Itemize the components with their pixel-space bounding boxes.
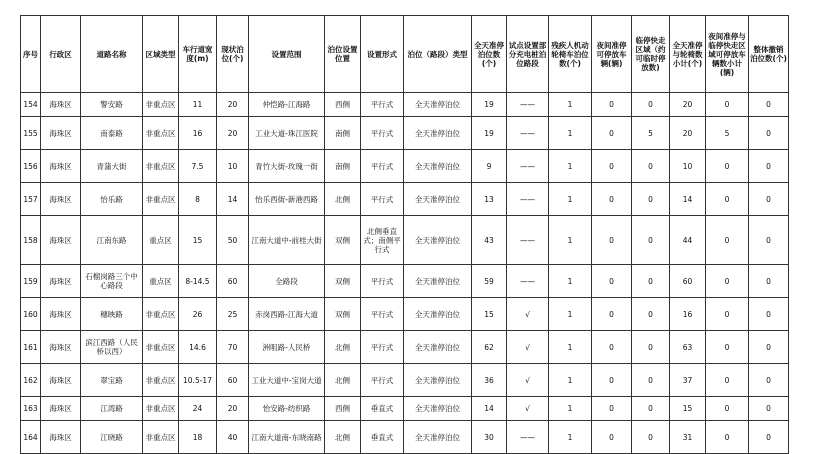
cell-lane-width: 18: [179, 421, 217, 454]
cell-position: 北侧: [325, 183, 361, 216]
cell-form: 平行式: [361, 298, 404, 331]
cell-berth-type: 全天准停泊位: [404, 117, 472, 150]
cell-form: 平行式: [361, 93, 404, 117]
cell-quick-stop-count: 0: [632, 364, 670, 397]
cell-form: 平行式: [361, 265, 404, 298]
cell-revoked-count: 0: [749, 421, 789, 454]
cell-night-count: 0: [592, 150, 632, 183]
header-lane-width: 车行道宽度(m): [179, 16, 217, 93]
cell-subtotal-allday: 60: [670, 265, 706, 298]
cell-range: 工业大道中-宝岗大道: [249, 364, 325, 397]
cell-lane-width: 16: [179, 117, 217, 150]
cell-position: 南侧: [325, 117, 361, 150]
cell-wheelchair-count: 1: [549, 216, 592, 265]
cell-night-count: 0: [592, 331, 632, 364]
cell-range: 赤岗西路-江海大道: [249, 298, 325, 331]
cell-revoked-count: 0: [749, 93, 789, 117]
cell-range: 怡安路-纺织路: [249, 397, 325, 421]
cell-seq: 162: [21, 364, 41, 397]
cell-seq: 163: [21, 397, 41, 421]
cell-district: 海珠区: [41, 331, 81, 364]
cell-quick-stop-count: 0: [632, 216, 670, 265]
cell-road-name: 青蒲大街: [81, 150, 143, 183]
cell-quick-stop-count: 5: [632, 117, 670, 150]
cell-range: 全路段: [249, 265, 325, 298]
cell-subtotal-night: 0: [706, 183, 749, 216]
cell-range: 江南大道南-东晓南路: [249, 421, 325, 454]
cell-subtotal-night: 0: [706, 216, 749, 265]
cell-quick-stop-count: 0: [632, 150, 670, 183]
cell-zone-type: 非重点区: [143, 150, 179, 183]
cell-berth-type: 全天准停泊位: [404, 298, 472, 331]
header-district: 行政区: [41, 16, 81, 93]
cell-position: 双侧: [325, 298, 361, 331]
cell-allday-count: 14: [472, 397, 507, 421]
cell-wheelchair-count: 1: [549, 397, 592, 421]
cell-revoked-count: 0: [749, 397, 789, 421]
cell-form: 平行式: [361, 364, 404, 397]
cell-district: 海珠区: [41, 421, 81, 454]
table-row: [21, 421, 789, 454]
table-row: [21, 364, 789, 397]
cell-road-name: 穗映路: [81, 298, 143, 331]
cell-quick-stop-count: 0: [632, 397, 670, 421]
cell-position: 北侧: [325, 331, 361, 364]
cell-seq: 154: [21, 93, 41, 117]
cell-range: 仲恺路-江海路: [249, 93, 325, 117]
cell-district: 海珠区: [41, 93, 81, 117]
cell-seq: 161: [21, 331, 41, 364]
header-subtotal-allday: 全天准停与轮椅数小计(个): [670, 16, 706, 93]
cell-seq: 156: [21, 150, 41, 183]
cell-quick-stop-count: 0: [632, 265, 670, 298]
cell-lane-width: 14.6: [179, 331, 217, 364]
cell-charging-pilot: √: [507, 298, 549, 331]
cell-district: 海珠区: [41, 265, 81, 298]
cell-lane-width: 26: [179, 298, 217, 331]
cell-subtotal-allday: 20: [670, 117, 706, 150]
table-header-row: [21, 16, 789, 93]
cell-current-berths: 60: [217, 265, 249, 298]
cell-berth-type: 全天准停泊位: [404, 421, 472, 454]
cell-charging-pilot: ——: [507, 183, 549, 216]
header-form: 设置形式: [361, 16, 404, 93]
cell-charging-pilot: ——: [507, 421, 549, 454]
header-position: 泊位设置位置: [325, 16, 361, 93]
cell-form: 平行式: [361, 331, 404, 364]
cell-zone-type: 非重点区: [143, 117, 179, 150]
cell-subtotal-allday: 31: [670, 421, 706, 454]
cell-wheelchair-count: 1: [549, 265, 592, 298]
cell-subtotal-night: 0: [706, 150, 749, 183]
cell-district: 海珠区: [41, 216, 81, 265]
cell-zone-type: 非重点区: [143, 421, 179, 454]
cell-revoked-count: 0: [749, 331, 789, 364]
cell-lane-width: 7.5: [179, 150, 217, 183]
cell-district: 海珠区: [41, 364, 81, 397]
cell-quick-stop-count: 0: [632, 183, 670, 216]
cell-revoked-count: 0: [749, 216, 789, 265]
cell-revoked-count: 0: [749, 364, 789, 397]
cell-berth-type: 全天准停泊位: [404, 93, 472, 117]
header-quick-stop-count: 临停快走区域（约可临时停放数): [632, 16, 670, 93]
cell-current-berths: 40: [217, 421, 249, 454]
cell-subtotal-night: 0: [706, 265, 749, 298]
cell-charging-pilot: ——: [507, 265, 549, 298]
cell-wheelchair-count: 1: [549, 93, 592, 117]
cell-revoked-count: 0: [749, 117, 789, 150]
cell-allday-count: 43: [472, 216, 507, 265]
header-charging-pilot: 试点设置部分充电桩泊位路段: [507, 16, 549, 93]
cell-berth-type: 全天准停泊位: [404, 397, 472, 421]
cell-lane-width: 8: [179, 183, 217, 216]
cell-subtotal-allday: 37: [670, 364, 706, 397]
cell-form: 平行式: [361, 150, 404, 183]
cell-lane-width: 10.5-17: [179, 364, 217, 397]
cell-night-count: 0: [592, 183, 632, 216]
cell-current-berths: 25: [217, 298, 249, 331]
table-row: [21, 183, 789, 216]
cell-subtotal-night: 0: [706, 93, 749, 117]
cell-road-name: 江南东路: [81, 216, 143, 265]
cell-seq: 155: [21, 117, 41, 150]
cell-zone-type: 非重点区: [143, 331, 179, 364]
cell-seq: 158: [21, 216, 41, 265]
parking-berth-table: [20, 15, 789, 454]
cell-zone-type: 非重点区: [143, 364, 179, 397]
cell-night-count: 0: [592, 117, 632, 150]
cell-road-name: 石榴岗路三个中心路段: [81, 265, 143, 298]
cell-position: 南侧: [325, 150, 361, 183]
cell-allday-count: 19: [472, 117, 507, 150]
table-body: [21, 93, 789, 454]
cell-road-name: 南泰路: [81, 117, 143, 150]
header-subtotal-night: 夜间准停与临停快走区域可停放车辆数小计(辆): [706, 16, 749, 93]
cell-lane-width: 11: [179, 93, 217, 117]
cell-allday-count: 36: [472, 364, 507, 397]
cell-seq: 160: [21, 298, 41, 331]
header-berth-type: 泊位（路段）类型: [404, 16, 472, 93]
cell-zone-type: 非重点区: [143, 183, 179, 216]
cell-current-berths: 10: [217, 150, 249, 183]
header-current-berths: 现状泊位(个): [217, 16, 249, 93]
cell-range: 青竹大街-玫瑰一街: [249, 150, 325, 183]
cell-subtotal-night: 0: [706, 421, 749, 454]
header-allday-count: 全天准停泊位数(个): [472, 16, 507, 93]
cell-seq: 159: [21, 265, 41, 298]
cell-zone-type: 重点区: [143, 265, 179, 298]
cell-quick-stop-count: 0: [632, 331, 670, 364]
cell-form: 平行式: [361, 183, 404, 216]
cell-lane-width: 24: [179, 397, 217, 421]
cell-berth-type: 全天准停泊位: [404, 183, 472, 216]
cell-form: 垂直式: [361, 421, 404, 454]
cell-berth-type: 全天准停泊位: [404, 216, 472, 265]
cell-subtotal-night: 0: [706, 331, 749, 364]
cell-quick-stop-count: 0: [632, 93, 670, 117]
cell-subtotal-allday: 44: [670, 216, 706, 265]
cell-road-name: 滨江西路（人民桥以西）: [81, 331, 143, 364]
cell-berth-type: 全天准停泊位: [404, 150, 472, 183]
cell-road-name: 怡乐路: [81, 183, 143, 216]
cell-road-name: 翠宝路: [81, 364, 143, 397]
cell-night-count: 0: [592, 93, 632, 117]
cell-district: 海珠区: [41, 150, 81, 183]
table-row: [21, 150, 789, 183]
cell-night-count: 0: [592, 216, 632, 265]
cell-subtotal-allday: 16: [670, 298, 706, 331]
cell-district: 海珠区: [41, 298, 81, 331]
cell-wheelchair-count: 1: [549, 421, 592, 454]
cell-revoked-count: 0: [749, 150, 789, 183]
cell-road-name: 警安路: [81, 93, 143, 117]
cell-district: 海珠区: [41, 397, 81, 421]
cell-current-berths: 50: [217, 216, 249, 265]
cell-quick-stop-count: 0: [632, 421, 670, 454]
header-revoked-count: 整体撤销泊位数(个): [749, 16, 789, 93]
cell-range: 怡乐西街-新港西路: [249, 183, 325, 216]
cell-allday-count: 19: [472, 93, 507, 117]
cell-zone-type: 非重点区: [143, 93, 179, 117]
header-night-count: 夜间准停可停放车辆(辆): [592, 16, 632, 93]
cell-current-berths: 60: [217, 364, 249, 397]
cell-charging-pilot: ——: [507, 216, 549, 265]
cell-district: 海珠区: [41, 117, 81, 150]
cell-seq: 164: [21, 421, 41, 454]
cell-night-count: 0: [592, 265, 632, 298]
cell-subtotal-allday: 20: [670, 93, 706, 117]
cell-charging-pilot: ——: [507, 150, 549, 183]
table-row: [21, 93, 789, 117]
cell-range: 洲咀路-人民桥: [249, 331, 325, 364]
cell-charging-pilot: √: [507, 364, 549, 397]
cell-form: 垂直式: [361, 397, 404, 421]
cell-allday-count: 30: [472, 421, 507, 454]
header-range: 设置范围: [249, 16, 325, 93]
cell-subtotal-allday: 15: [670, 397, 706, 421]
cell-range: 工业大道-珠江医院: [249, 117, 325, 150]
cell-subtotal-allday: 63: [670, 331, 706, 364]
cell-road-name: 江湾路: [81, 397, 143, 421]
cell-current-berths: 70: [217, 331, 249, 364]
cell-allday-count: 9: [472, 150, 507, 183]
cell-lane-width: 15: [179, 216, 217, 265]
cell-night-count: 0: [592, 364, 632, 397]
cell-allday-count: 62: [472, 331, 507, 364]
table-row: [21, 397, 789, 421]
cell-zone-type: 重点区: [143, 216, 179, 265]
cell-position: 双侧: [325, 265, 361, 298]
table-row: [21, 298, 789, 331]
cell-berth-type: 全天准停泊位: [404, 265, 472, 298]
cell-road-name: 江晓路: [81, 421, 143, 454]
cell-charging-pilot: √: [507, 397, 549, 421]
cell-form: 北侧垂直式；南侧平行式: [361, 216, 404, 265]
cell-district: 海珠区: [41, 183, 81, 216]
cell-subtotal-night: 0: [706, 298, 749, 331]
cell-night-count: 0: [592, 298, 632, 331]
cell-allday-count: 59: [472, 265, 507, 298]
cell-revoked-count: 0: [749, 265, 789, 298]
cell-seq: 157: [21, 183, 41, 216]
cell-berth-type: 全天准停泊位: [404, 364, 472, 397]
cell-berth-type: 全天准停泊位: [404, 331, 472, 364]
cell-position: 西侧: [325, 397, 361, 421]
cell-range: 江南大道中-前桂大街: [249, 216, 325, 265]
cell-wheelchair-count: 1: [549, 150, 592, 183]
cell-position: 双侧: [325, 216, 361, 265]
cell-wheelchair-count: 1: [549, 331, 592, 364]
cell-wheelchair-count: 1: [549, 183, 592, 216]
cell-zone-type: 非重点区: [143, 298, 179, 331]
header-road-name: 道路名称: [81, 16, 143, 93]
cell-current-berths: 14: [217, 183, 249, 216]
cell-subtotal-allday: 10: [670, 150, 706, 183]
cell-revoked-count: 0: [749, 183, 789, 216]
cell-lane-width: 8-14.5: [179, 265, 217, 298]
parking-berth-table-page: [20, 15, 789, 454]
cell-night-count: 0: [592, 397, 632, 421]
cell-wheelchair-count: 1: [549, 298, 592, 331]
cell-revoked-count: 0: [749, 298, 789, 331]
cell-allday-count: 13: [472, 183, 507, 216]
cell-subtotal-allday: 14: [670, 183, 706, 216]
header-seq: 序号: [21, 16, 41, 93]
cell-position: 西侧: [325, 93, 361, 117]
cell-position: 北侧: [325, 364, 361, 397]
table-row: [21, 117, 789, 150]
cell-quick-stop-count: 0: [632, 298, 670, 331]
cell-charging-pilot: ——: [507, 117, 549, 150]
cell-wheelchair-count: 1: [549, 117, 592, 150]
table-row: [21, 265, 789, 298]
table-row: [21, 331, 789, 364]
cell-zone-type: 非重点区: [143, 397, 179, 421]
cell-charging-pilot: ——: [507, 93, 549, 117]
cell-subtotal-night: 5: [706, 117, 749, 150]
header-zone-type: 区域类型: [143, 16, 179, 93]
cell-current-berths: 20: [217, 93, 249, 117]
cell-subtotal-night: 0: [706, 364, 749, 397]
cell-allday-count: 15: [472, 298, 507, 331]
cell-current-berths: 20: [217, 117, 249, 150]
cell-subtotal-night: 0: [706, 397, 749, 421]
cell-charging-pilot: √: [507, 331, 549, 364]
table-row: [21, 216, 789, 265]
cell-wheelchair-count: 1: [549, 364, 592, 397]
cell-form: 平行式: [361, 117, 404, 150]
cell-position: 北侧: [325, 421, 361, 454]
cell-current-berths: 20: [217, 397, 249, 421]
cell-night-count: 0: [592, 421, 632, 454]
header-wheelchair-count: 残疾人机动轮椅车泊位数(个): [549, 16, 592, 93]
